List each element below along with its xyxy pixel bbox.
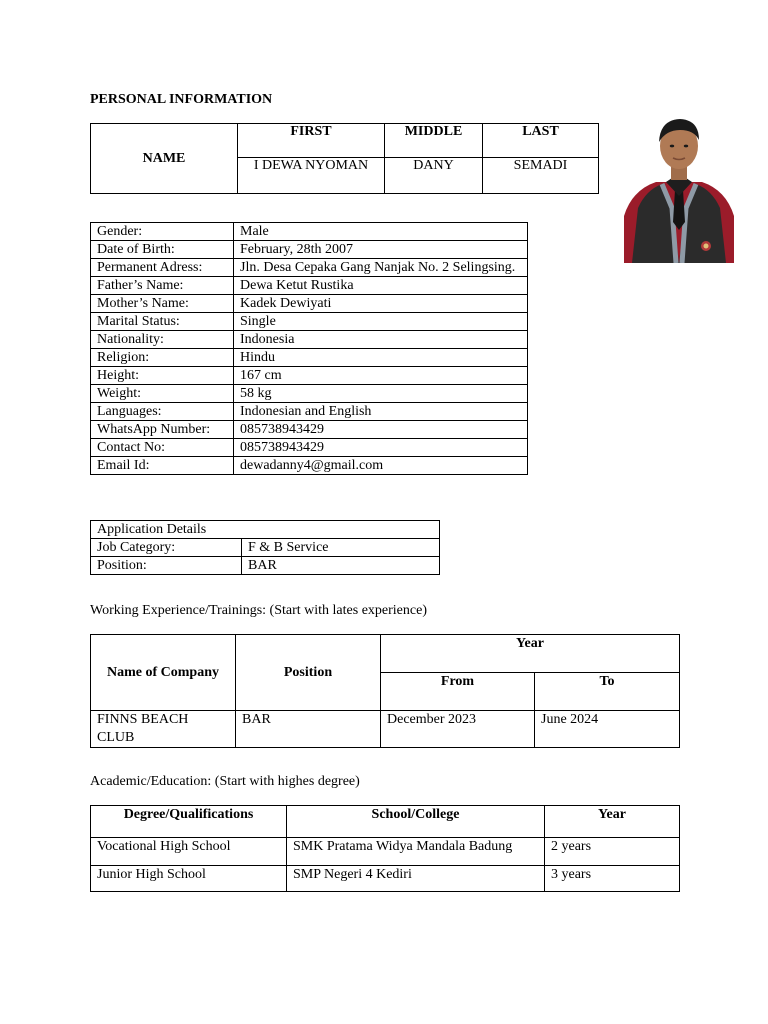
last-name-value: SEMADI [483, 158, 599, 194]
school-value: SMP Negeri 4 Kediri [287, 866, 545, 892]
work-position-value: BAR [236, 711, 381, 748]
info-value: 167 cm [234, 367, 528, 385]
position-header: Position [236, 635, 381, 711]
profile-photo [624, 116, 734, 263]
from-value: December 2023 [381, 711, 535, 748]
first-name-value: I DEWA NYOMAN [238, 158, 385, 194]
info-value: Indonesian and English [234, 403, 528, 421]
edu-year-value: 2 years [545, 838, 680, 866]
info-value: Single [234, 313, 528, 331]
info-label: Weight: [91, 385, 234, 403]
info-row [91, 439, 528, 457]
application-heading: Application Details [91, 521, 440, 539]
info-label: Contact No: [91, 439, 234, 457]
first-name-header: FIRST [238, 124, 385, 158]
work-experience-heading: Working Experience/Trainings: (Start with lates experience) [90, 603, 427, 618]
info-value: Male [234, 223, 528, 241]
company-header: Name of Company [91, 635, 236, 711]
info-value: dewadanny4@gmail.com [234, 457, 528, 475]
school-header: School/College [287, 806, 545, 838]
info-row [91, 349, 528, 367]
info-row [91, 313, 528, 331]
info-row [91, 241, 528, 259]
personal-details-table [90, 222, 528, 475]
info-row [91, 457, 528, 475]
info-value: 085738943429 [234, 421, 528, 439]
school-value: SMK Pratama Widya Mandala Badung [287, 838, 545, 866]
name-label: NAME [91, 124, 238, 194]
to-value: June 2024 [535, 711, 680, 748]
info-row [91, 403, 528, 421]
info-label: WhatsApp Number: [91, 421, 234, 439]
info-label: Permanent Adress: [91, 259, 234, 277]
education-table [90, 805, 680, 892]
middle-name-header: MIDDLE [385, 124, 483, 158]
degree-value: Vocational High School [91, 838, 287, 866]
degree-value: Junior High School [91, 866, 287, 892]
degree-header: Degree/Qualifications [91, 806, 287, 838]
edu-year-value: 3 years [545, 866, 680, 892]
info-row [91, 385, 528, 403]
info-label: Languages: [91, 403, 234, 421]
job-category-label: Job Category: [91, 539, 242, 557]
info-label: Mother’s Name: [91, 295, 234, 313]
info-value: 085738943429 [234, 439, 528, 457]
info-value: Hindu [234, 349, 528, 367]
info-row [91, 295, 528, 313]
info-value: February, 28th 2007 [234, 241, 528, 259]
info-row [91, 367, 528, 385]
info-value: Indonesia [234, 331, 528, 349]
info-value: Dewa Ketut Rustika [234, 277, 528, 295]
info-label: Email Id: [91, 457, 234, 475]
info-value: Kadek Dewiyati [234, 295, 528, 313]
to-header: To [535, 673, 680, 711]
info-value: Jln. Desa Cepaka Gang Nanjak No. 2 Selingsing. [234, 259, 528, 277]
person-portrait-icon [624, 116, 734, 263]
info-label: Height: [91, 367, 234, 385]
info-row [91, 277, 528, 295]
company-value: FINNS BEACH CLUB [91, 711, 236, 748]
middle-name-value: DANY [385, 158, 483, 194]
section-title: PERSONAL INFORMATION [90, 92, 273, 107]
position-label: Position: [91, 557, 242, 575]
info-value: 58 kg [234, 385, 528, 403]
job-category-value: F & B Service [242, 539, 440, 557]
info-row [91, 331, 528, 349]
name-table [90, 123, 599, 194]
info-row [91, 421, 528, 439]
info-label: Religion: [91, 349, 234, 367]
info-label: Father’s Name: [91, 277, 234, 295]
info-label: Marital Status: [91, 313, 234, 331]
position-value: BAR [242, 557, 440, 575]
application-details-table [90, 520, 440, 575]
last-name-header: LAST [483, 124, 599, 158]
info-label: Date of Birth: [91, 241, 234, 259]
work-experience-table [90, 634, 680, 748]
info-row [91, 223, 528, 241]
year-header: Year [381, 635, 680, 673]
info-label: Nationality: [91, 331, 234, 349]
edu-year-header: Year [545, 806, 680, 838]
info-label: Gender: [91, 223, 234, 241]
info-row [91, 259, 528, 277]
from-header: From [381, 673, 535, 711]
education-heading: Academic/Education: (Start with highes degree) [90, 774, 360, 789]
